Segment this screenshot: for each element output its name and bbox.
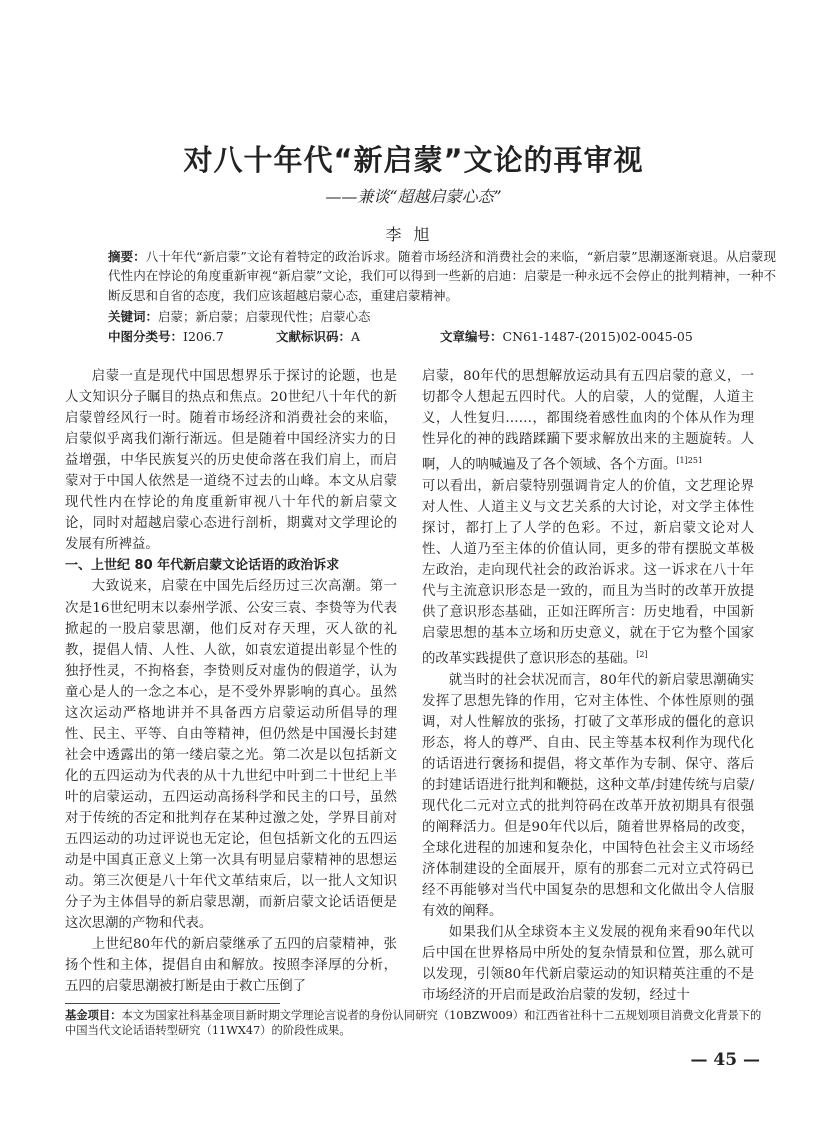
abstract bbox=[108, 247, 776, 305]
page-number: — 45 — bbox=[690, 1050, 760, 1070]
article-title: 对八十年代“新启蒙”文论的再审视 bbox=[183, 143, 644, 177]
funding-footnote bbox=[65, 1008, 765, 1038]
funding-label: 基金项目： bbox=[65, 1009, 122, 1022]
keywords bbox=[108, 307, 776, 326]
body-paragraph: 启蒙一直是现代中国思想界乐于探讨的论题，也是人文知识分子瞩目的热点和焦点。20世纪八十年代的新启蒙曾经风行一时。随着市场经济和消费社会的来临，启蒙似乎离我们渐行渐远。但是随着中国经济实力的日益增强，中华民族复兴的历史使命落在我们肩上，而启蒙对于中国人依然是一道绕不过去的山峰。本文从启蒙现代性内在悖论的角度重新审视八十年代的新启蒙文论，同时对超越启蒙心态进行剖析，期冀对文学理论的发展有所裨益。 bbox=[65, 369, 397, 553]
article-subtitle: ——兼谈“超越启蒙心态” bbox=[325, 187, 502, 206]
body-paragraph: 启蒙，80年代的思想解放运动具有五四启蒙的意义，一切都令人想起五四时代。人的启蒙，人的觉醒，人道主义，人性复归……，都围绕着感性血肉的个体从作为理性异化的神的践踏蹂躏下要求解放出来的主题旋转。人啊，人的呐喊遍及了各个领域、各个方面。$^{[1]251}$ bbox=[422, 369, 754, 473]
abstract-label: 摘要： bbox=[108, 249, 146, 264]
body-paragraph: 可以看出，新启蒙特别强调肯定人的价值，文艺理论界对人性、人道主义与文艺关系的大讨论，对文学主体性探讨，都打上了人学的色彩。不过，新启蒙文论对人性、人道乃至主体的价值认同，更多的带有摆脱文革极左政治，走向现代社会的政治诉求。这一诉求在八十年代与主流意识形态是一致的，而且为当时的改革开放提供了意识形态基础，正如汪晖所言：历史地看，中国新启蒙思想的基本立场和历史意义，就在于它为整个国家的改革实践提供了意识形态的基础。[2] bbox=[422, 478, 754, 667]
abstract-text: 八十年代“新启蒙”文论有着特定的政治诉求。随着市场经济和消费社会的来临，“新启蒙”思潮逐渐衰退。从启蒙现代性内在悖论的角度重新审视“新启蒙”文论，我们可以得到一些新的启迪：启蒙是一种永远不会停止的批判精神，一种不断反思和自省的态度，我们应该超越启蒙心态，重建启蒙精神。 bbox=[108, 249, 776, 303]
body-paragraph: 上世纪80年代的新启蒙继承了五四的启蒙精神，张扬个性和主体，提倡自由和解放。按照李泽厚的分析，五四的启蒙思潮被打断是由于救亡压倒了 bbox=[65, 937, 397, 995]
author-name: 李旭 bbox=[385, 225, 442, 244]
keywords-label: 关键词： bbox=[108, 309, 159, 324]
funding-text: 本文为国家社科基金项目新时期文学理论言说者的身份认同研究（10BZW009）和江西省社科十二五规划项目消费文化背景下的中国当代文论话语转型研究（11WX47）的阶段性成果。 bbox=[65, 1009, 762, 1037]
footnote-divider bbox=[65, 1003, 280, 1004]
citation-ref: [2] bbox=[636, 650, 648, 660]
right-column bbox=[422, 366, 754, 1006]
left-column bbox=[65, 366, 397, 997]
body-paragraph: 大致说来，启蒙在中国先后经历过三次高潮。第一次是16世纪明末以泰州学派、公安三袁、李贽等为代表掀起的一股启蒙思潮，他们反对存天理，灭人欲的礼教，提倡人情、人性、人欲，如袁宏道提出彰显个性的独抒性灵，不拘格套，李贽则反对虚伪的假道学，认为童心是人的一念之本心，是不受外界影响的真心。虽然这次运动严格地讲并不具备西方启蒙运动所倡导的理性、民主、平等、自由等精神，但仍然是中国漫长封建社会中透露出的第一缕启蒙之光。第二次是以包括新文化的五四运动为代表的从十九世纪中叶到二十世纪上半叶的启蒙运动，五四运动高扬科学和民主的口号，虽然对于传统的否定和批判存在某种过激之处，学界目前对五四运动的功过评说也无定论，但包括新文化的五四运动是中国真正意义上第一次具有明显启蒙精神的思想运动。第三次便是八十年代文革结束后，以一批人文知识分子为主体倡导的新启蒙思潮，而新启蒙文论话语便是这次思潮的产物和代表。 bbox=[65, 579, 397, 932]
section-heading: 一、上世纪 80 年代新启蒙文论话语的政治诉求 bbox=[65, 558, 340, 574]
body-paragraph: 就当时的社会状况而言，80年代的新启蒙思潮确实发挥了思想先锋的作用，它对主体性、个体性原则的强调，对人性解放的张扬，打破了文革形成的僵化的意识形态，将人的尊严、自由、民主等基本权利作为现代化的话语进行褒扬和提倡，将文革作为专制、保守、落后的封建话语进行批判和鞭挞，这种文革/封建传统与启蒙/现代化二元对立式的批判符码在改革开放初期具有很强的阐释活力。但是90年代以后，随着世界格局的改变，全球化进程的加速和复杂化，中国特色社会主义市场经济体制建设的全面展开，原有的那套二元对立式符码已经不再能够对当代中国复杂的思想和文化做出令人信服有效的阐释。 bbox=[422, 672, 754, 920]
body-paragraph: 如果我们从全球资本主义发展的视角来看90年代以后中国在世界格局中所处的复杂情景和位置，那么就可以发现，引领80年代新启蒙运动的知识精英注重的不是市场经济的开启而是政治启蒙的发轫，经过十 bbox=[422, 925, 754, 1004]
keywords-text: 启蒙；新启蒙；启蒙现代性；启蒙心态 bbox=[158, 309, 371, 324]
document-code: 文献标识码：A bbox=[276, 329, 361, 344]
clc-number: 中图分类号：I206.7 bbox=[108, 329, 224, 344]
article-number: 文章编号：CN61-1487-(2015)02-0045-05 bbox=[440, 329, 693, 344]
citation-ref: [1]251 bbox=[676, 456, 704, 466]
